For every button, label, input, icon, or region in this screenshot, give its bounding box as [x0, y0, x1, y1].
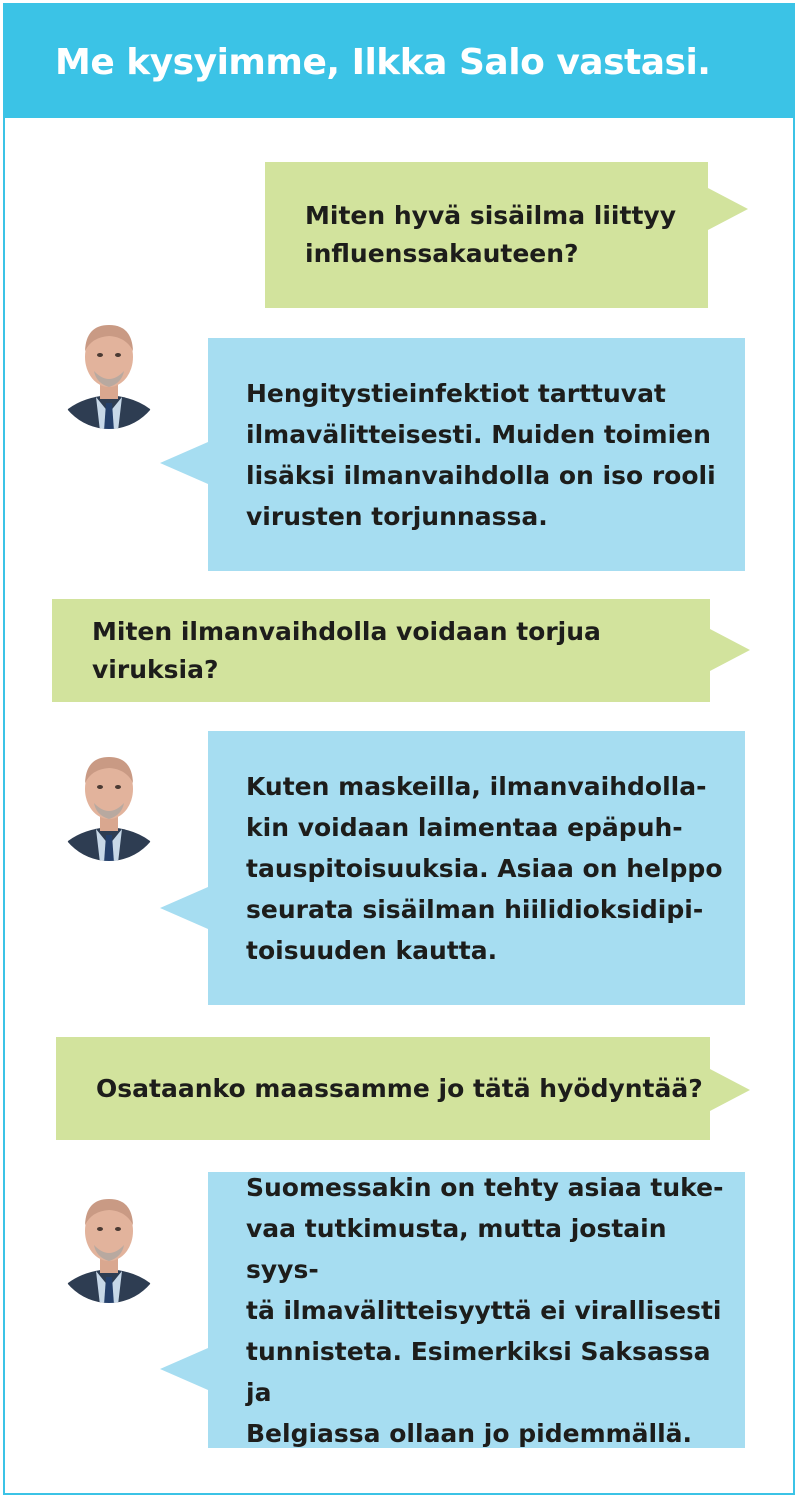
question-text-2: Miten ilmanvaihdolla voidaan torjua viruksia?	[92, 616, 601, 684]
answer-bubble-1	[208, 338, 745, 571]
answer-text-1: Hengitystieinfektiot tarttuvat ilmavälitteisesti. Muiden toimien lisäksi ilmanvaihdolla on iso rooli virusten torjunnassa.	[246, 378, 716, 531]
person-portrait-icon	[56, 313, 162, 431]
question-bubble-3	[56, 1037, 710, 1140]
answer-bubble-3	[208, 1172, 745, 1448]
question-bubble-2	[52, 599, 710, 702]
question-text-3: Osataanko maassamme jo tätä hyödyntää?	[96, 1073, 703, 1103]
header-banner	[3, 3, 795, 118]
answer-text-2: Kuten maskeilla, ilmanvaihdolla- kin voidaan laimentaa epäpuh- tauspitoisuuksia. Asiaa on helppo seurata sisäilman hiilidioksidipi- toisuuden kautta.	[246, 771, 723, 965]
question-bubble-1	[265, 162, 708, 308]
page-title: Me kysyimme, Ilkka Salo vastasi.	[55, 42, 711, 83]
question-text-1: Miten hyvä sisäilma liittyy influenssakauteen?	[305, 201, 676, 268]
person-portrait-icon	[56, 1187, 162, 1305]
answer-bubble-2	[208, 731, 745, 1005]
answer-text-3: Suomessakin on tehty asiaa tuke- vaa tutkimusta, mutta jostain syys- tä ilmavälitteisyyttä ei virallisesti tunnisteta. Esimerkiksi Saksassa ja Belgiassa ollaan jo pidemmällä.	[246, 1172, 724, 1448]
person-portrait-icon	[56, 745, 162, 863]
